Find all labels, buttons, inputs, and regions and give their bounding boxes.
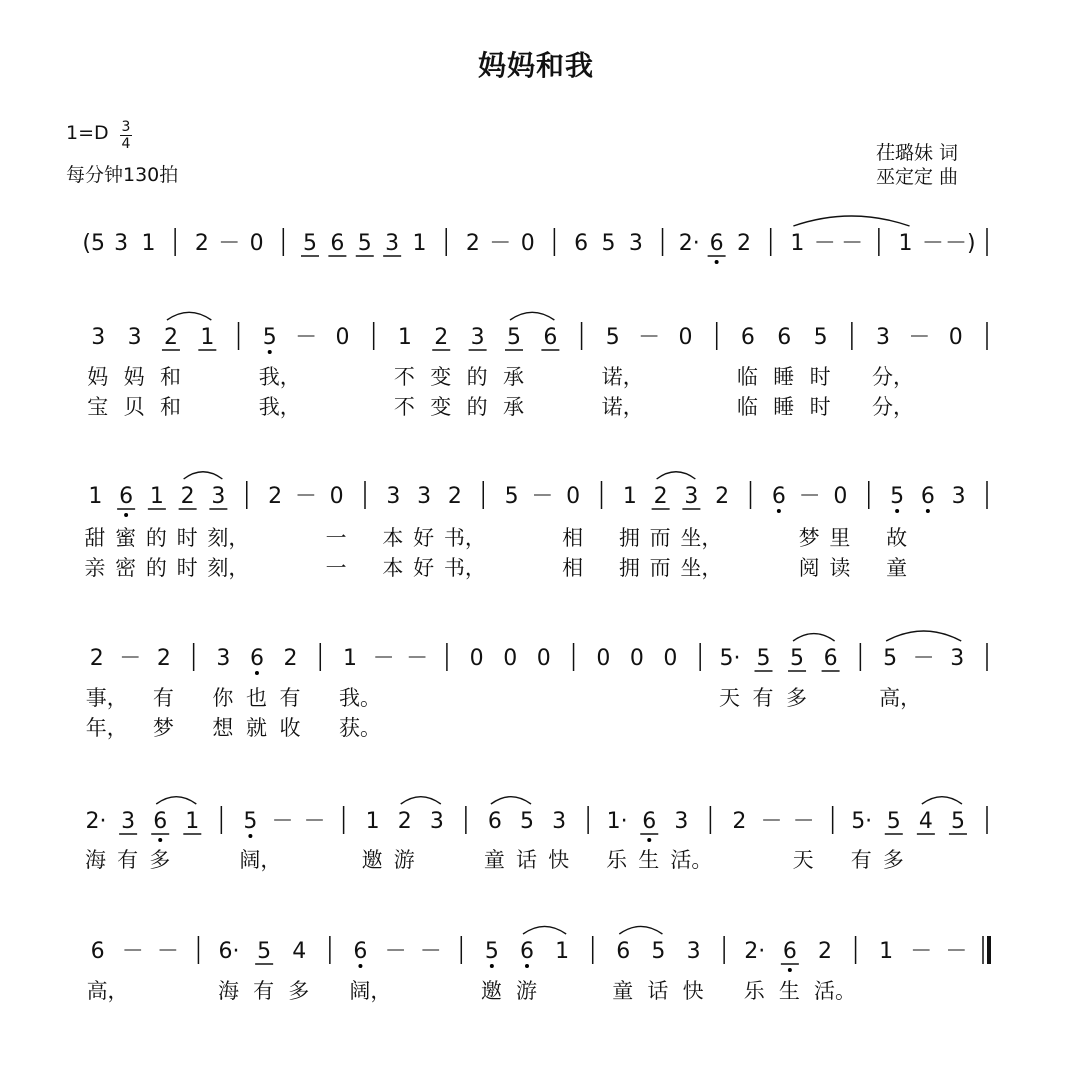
note: 3 bbox=[216, 646, 231, 671]
low-octave-dot bbox=[788, 968, 792, 972]
lyric-syllable: 时 bbox=[176, 556, 198, 580]
low-octave-dot bbox=[647, 838, 651, 842]
note: 5 bbox=[883, 646, 898, 671]
lyric-syllable: 的 bbox=[145, 556, 167, 580]
lyric-syllable: 有 bbox=[279, 686, 301, 710]
low-octave-dot bbox=[248, 834, 252, 838]
note: 5 bbox=[520, 809, 534, 834]
note: 3 bbox=[876, 325, 891, 350]
lyric-syllable: 妈 bbox=[87, 365, 109, 389]
note: 1 bbox=[412, 231, 427, 256]
low-octave-dot bbox=[358, 964, 362, 968]
note: 3 bbox=[674, 809, 689, 834]
note: 1 bbox=[88, 484, 103, 509]
note: 2 bbox=[447, 484, 462, 509]
note: 6 bbox=[574, 231, 589, 256]
lyric-syllable: 就 bbox=[245, 716, 267, 740]
note: － bbox=[303, 809, 326, 834]
note: 5 bbox=[950, 809, 965, 834]
time-signature-top: 3 bbox=[121, 119, 131, 135]
note: 5 bbox=[507, 325, 521, 350]
note: － bbox=[912, 646, 935, 671]
lyric-syllable: 坐， bbox=[680, 526, 723, 550]
low-octave-dot bbox=[158, 838, 162, 842]
note: 0 bbox=[249, 231, 264, 256]
low-octave-dot bbox=[490, 964, 494, 968]
note: 2 bbox=[715, 484, 730, 509]
note: 3 bbox=[91, 325, 106, 350]
note: 6 bbox=[823, 646, 838, 671]
slur-tie bbox=[510, 312, 554, 320]
lyric-syllable: 天 bbox=[718, 686, 740, 710]
lyric-syllable: 贝 bbox=[123, 395, 145, 419]
lyric-syllable: 变 bbox=[430, 395, 452, 419]
tempo-marking: 每分钟130拍 bbox=[66, 164, 179, 186]
note: 2 bbox=[434, 325, 449, 350]
note: 5 bbox=[605, 325, 620, 350]
lyric-syllable: 书， bbox=[443, 556, 486, 580]
lyric-syllable: 有 bbox=[117, 848, 139, 872]
lyric-syllable: 多 bbox=[149, 848, 171, 872]
note: 5· bbox=[719, 646, 741, 671]
note: － bbox=[531, 484, 554, 509]
slur-tie bbox=[156, 797, 196, 804]
note: 5 bbox=[651, 939, 666, 964]
low-octave-dot bbox=[124, 513, 128, 517]
note: － bbox=[813, 231, 836, 256]
lyric-syllable: 不 bbox=[393, 395, 415, 419]
lyric-syllable: 童 bbox=[612, 979, 634, 1003]
lyric-syllable: 多 bbox=[786, 686, 808, 710]
lyric-syllable: 我， bbox=[258, 395, 301, 419]
lyric-syllable: 不 bbox=[393, 365, 415, 389]
lyric-syllable: 阅 bbox=[798, 556, 820, 580]
note: － bbox=[119, 646, 142, 671]
lyric-syllable: 书， bbox=[443, 526, 486, 550]
note: 2· bbox=[678, 231, 700, 256]
note: 2· bbox=[85, 809, 107, 834]
lyric-syllable: 临 bbox=[736, 365, 758, 389]
note: － bbox=[218, 231, 241, 256]
song-title: 妈妈和我 bbox=[477, 49, 594, 82]
note: 1 bbox=[879, 939, 894, 964]
slur-tie bbox=[401, 797, 441, 804]
note: 6 bbox=[740, 325, 755, 350]
note: 5 bbox=[243, 809, 258, 834]
slur-tie bbox=[793, 634, 835, 641]
lyric-syllable: 我， bbox=[258, 365, 301, 389]
slur-tie bbox=[657, 472, 696, 479]
lyric-syllable: 时 bbox=[809, 365, 831, 389]
note: 5 bbox=[504, 484, 519, 509]
note: 0 bbox=[948, 325, 963, 350]
note: － bbox=[908, 325, 931, 350]
note: － bbox=[121, 939, 144, 964]
lyric-syllable: 多 bbox=[288, 979, 310, 1003]
note: － bbox=[384, 939, 407, 964]
lyric-syllable: 的 bbox=[466, 365, 488, 389]
note: 3 bbox=[417, 484, 432, 509]
note: 0 bbox=[329, 484, 344, 509]
note: － bbox=[841, 231, 864, 256]
lyric-syllable: 时 bbox=[176, 526, 198, 550]
note: － bbox=[295, 325, 318, 350]
lyric-syllable: 高， bbox=[879, 686, 922, 710]
lyric-syllable: 刻， bbox=[207, 556, 250, 580]
note: － bbox=[372, 646, 395, 671]
lyric-syllable: 拥 bbox=[618, 526, 640, 550]
lyric-syllable: 你 bbox=[212, 686, 234, 710]
lyric-syllable: 多 bbox=[882, 848, 904, 872]
note: 0 bbox=[678, 325, 693, 350]
note: 3 bbox=[386, 484, 401, 509]
lyric-syllable: 邀 bbox=[480, 979, 502, 1003]
note: 0 bbox=[536, 646, 551, 671]
note: 6 bbox=[119, 484, 134, 509]
lyric-syllable: 里 bbox=[829, 526, 851, 550]
lyric-syllable: 而 bbox=[649, 526, 671, 550]
slur-tie bbox=[523, 926, 566, 934]
note: 5· bbox=[851, 809, 873, 834]
note: 1 bbox=[343, 646, 358, 671]
note: －) bbox=[945, 231, 976, 256]
note: 0 bbox=[833, 484, 848, 509]
composer-credit: 巫定定 曲 bbox=[876, 166, 959, 188]
note: 0 bbox=[663, 646, 678, 671]
note: 6 bbox=[330, 231, 345, 256]
note: 3 bbox=[686, 939, 701, 964]
note: 2 bbox=[818, 939, 832, 964]
lyric-syllable: 有 bbox=[752, 686, 774, 710]
lyric-syllable: 宝 bbox=[87, 395, 109, 419]
note: 2 bbox=[163, 325, 178, 350]
note: 5 bbox=[886, 809, 901, 834]
note: 5 bbox=[262, 325, 277, 350]
note: 0 bbox=[469, 646, 484, 671]
lyric-syllable: 密 bbox=[115, 556, 137, 580]
lyric-syllable: 变 bbox=[430, 365, 452, 389]
note: 2 bbox=[465, 231, 480, 256]
note: (5 bbox=[82, 231, 105, 256]
lyric-syllable: 甜 bbox=[84, 526, 106, 550]
lyric-syllable: 的 bbox=[145, 526, 167, 550]
lyric-syllable: 快 bbox=[548, 848, 570, 872]
note: － bbox=[921, 231, 944, 256]
lyric-syllable: 分， bbox=[872, 365, 915, 389]
note: 3 bbox=[114, 231, 129, 256]
note: 1· bbox=[606, 809, 628, 834]
note: 6 bbox=[543, 325, 558, 350]
lyric-syllable: 童 bbox=[483, 848, 505, 872]
note: 3 bbox=[211, 484, 226, 509]
lyric-syllable: 和 bbox=[159, 365, 181, 389]
lyric-syllable: 乐 bbox=[743, 979, 765, 1003]
lyric-syllable: 蜜 bbox=[115, 526, 137, 550]
note: － bbox=[638, 325, 661, 350]
lyric-syllable: 读 bbox=[829, 556, 851, 580]
lyric-syllable: 本 bbox=[382, 556, 404, 580]
note: 5 bbox=[257, 939, 272, 964]
note: 3 bbox=[628, 231, 643, 256]
lyric-syllable: 活。 bbox=[670, 848, 713, 872]
slur-tie bbox=[184, 472, 223, 479]
lyric-syllable: 好 bbox=[413, 556, 435, 580]
note: 2 bbox=[194, 231, 209, 256]
low-octave-dot bbox=[895, 509, 899, 513]
note: 0 bbox=[596, 646, 611, 671]
lyric-syllable: 和 bbox=[159, 395, 181, 419]
lyric-syllable: 活。 bbox=[814, 979, 856, 1003]
note: 5 bbox=[890, 484, 905, 509]
lyric-syllable: 而 bbox=[649, 556, 671, 580]
note: － bbox=[419, 939, 442, 964]
note: 0 bbox=[629, 646, 644, 671]
note: － bbox=[406, 646, 429, 671]
note: － bbox=[945, 939, 968, 964]
slur-tie bbox=[886, 631, 961, 641]
lyric-syllable: 刻， bbox=[207, 526, 250, 550]
lyric-syllable: 游 bbox=[393, 848, 415, 872]
lyric-syllable: 高， bbox=[86, 979, 129, 1003]
note: 6 bbox=[153, 809, 168, 834]
note: 1 bbox=[555, 939, 570, 964]
lyric-syllable: 想 bbox=[212, 716, 234, 740]
slur-tie bbox=[167, 312, 211, 320]
note: 6 bbox=[353, 939, 368, 964]
note: － bbox=[760, 809, 783, 834]
note: 1 bbox=[141, 231, 156, 256]
low-octave-dot bbox=[268, 350, 272, 354]
lyric-syllable: 梦 bbox=[798, 526, 820, 550]
note: 3 bbox=[429, 809, 444, 834]
note: 3 bbox=[121, 809, 136, 834]
lyric-syllable: 睡 bbox=[773, 365, 795, 389]
lyric-syllable: 童 bbox=[886, 556, 908, 580]
note: 6· bbox=[218, 939, 240, 964]
note: 3 bbox=[684, 484, 699, 509]
note: 5 bbox=[756, 646, 771, 671]
note: 2 bbox=[180, 484, 195, 509]
lyric-syllable: 故 bbox=[886, 526, 908, 550]
note: 0 bbox=[566, 484, 581, 509]
note: 6 bbox=[520, 939, 534, 964]
note: － bbox=[271, 809, 294, 834]
lyric-syllable: 分， bbox=[872, 395, 915, 419]
note: 0 bbox=[335, 325, 350, 350]
lyric-syllable: 收 bbox=[279, 716, 301, 740]
lyric-syllable: 相 bbox=[562, 526, 584, 550]
lyric-syllable: 乐 bbox=[606, 848, 628, 872]
note: 2 bbox=[156, 646, 171, 671]
note: 1 bbox=[149, 484, 164, 509]
note: 3 bbox=[552, 809, 567, 834]
note: 6 bbox=[709, 231, 724, 256]
lyric-syllable: 阔， bbox=[349, 979, 392, 1003]
time-signature-bottom: 4 bbox=[121, 136, 131, 152]
note: － bbox=[294, 484, 317, 509]
lyric-syllable: 有 bbox=[850, 848, 872, 872]
lyric-syllable: 话 bbox=[647, 979, 669, 1003]
note: 2 bbox=[89, 646, 104, 671]
lyric-syllable: 相 bbox=[562, 556, 584, 580]
note: 5 bbox=[813, 325, 828, 350]
note: 2 bbox=[653, 484, 668, 509]
note: 3 bbox=[951, 484, 966, 509]
note: 2 bbox=[397, 809, 412, 834]
note: 5 bbox=[601, 231, 616, 256]
note: 0 bbox=[520, 231, 535, 256]
note: 6 bbox=[487, 809, 502, 834]
lyric-syllable: 获。 bbox=[339, 716, 382, 740]
lyric-syllable: 一 bbox=[325, 556, 347, 580]
note: 2 bbox=[737, 231, 751, 256]
note: 6 bbox=[249, 646, 264, 671]
note: 6 bbox=[771, 484, 786, 509]
lyric-syllable: 有 bbox=[152, 686, 174, 710]
lyric-syllable: 临 bbox=[736, 395, 758, 419]
lyric-syllable: 阔， bbox=[239, 848, 282, 872]
note: － bbox=[910, 939, 933, 964]
lyric-syllable: 梦 bbox=[152, 716, 174, 740]
lyric-syllable: 游 bbox=[516, 979, 537, 1003]
note: 1 bbox=[185, 809, 200, 834]
note: 1 bbox=[898, 231, 913, 256]
lyric-syllable: 睡 bbox=[773, 395, 795, 419]
note: 5 bbox=[357, 231, 372, 256]
lyric-syllable: 海 bbox=[85, 848, 107, 872]
note: 1 bbox=[365, 809, 380, 834]
note: － bbox=[156, 939, 179, 964]
note: 4 bbox=[292, 939, 307, 964]
low-octave-dot bbox=[777, 509, 781, 513]
note: － bbox=[489, 231, 512, 256]
note: 0 bbox=[503, 646, 518, 671]
note: 1 bbox=[622, 484, 637, 509]
lyric-syllable: 时 bbox=[809, 395, 831, 419]
note: 1 bbox=[397, 325, 412, 350]
slur-tie bbox=[619, 926, 662, 934]
note: 6 bbox=[782, 939, 797, 964]
lyric-syllable: 生 bbox=[638, 848, 660, 872]
lyric-syllable: 诺， bbox=[601, 365, 644, 389]
lyric-syllable: 邀 bbox=[361, 848, 383, 872]
note: 1 bbox=[200, 325, 215, 350]
slur-tie bbox=[793, 216, 909, 226]
lyric-syllable: 一 bbox=[325, 526, 347, 550]
note: 6 bbox=[777, 325, 792, 350]
note: 6 bbox=[920, 484, 935, 509]
note: 6 bbox=[642, 809, 657, 834]
low-octave-dot bbox=[525, 964, 529, 968]
slur-tie bbox=[922, 797, 962, 804]
lyric-syllable: 生 bbox=[778, 979, 800, 1003]
slur-tie bbox=[491, 797, 531, 804]
lyric-syllable: 我。 bbox=[339, 686, 382, 710]
lyric-syllable: 海 bbox=[218, 979, 239, 1003]
lyric-syllable: 坐， bbox=[680, 556, 723, 580]
lyric-syllable: 有 bbox=[253, 979, 275, 1003]
lyric-syllable: 事， bbox=[85, 686, 128, 710]
low-octave-dot bbox=[715, 260, 719, 264]
note: 2 bbox=[283, 646, 298, 671]
note: 3 bbox=[470, 325, 485, 350]
note: 2 bbox=[268, 484, 283, 509]
note: 4 bbox=[918, 809, 933, 834]
lyric-syllable: 本 bbox=[382, 526, 404, 550]
lyric-syllable: 天 bbox=[792, 848, 814, 872]
lyric-syllable: 拥 bbox=[618, 556, 640, 580]
lyric-syllable: 快 bbox=[682, 979, 704, 1003]
note: 5 bbox=[303, 231, 317, 256]
lyric-syllable: 亲 bbox=[84, 556, 106, 580]
lyric-syllable: 妈 bbox=[123, 365, 145, 389]
note: － bbox=[798, 484, 821, 509]
key-signature: 1=D bbox=[66, 122, 109, 144]
note: 5 bbox=[484, 939, 499, 964]
lyric-syllable: 年， bbox=[85, 716, 128, 740]
note: 3 bbox=[127, 325, 142, 350]
note: 5 bbox=[790, 646, 805, 671]
note: 6 bbox=[90, 939, 105, 964]
low-octave-dot bbox=[926, 509, 930, 513]
lyric-syllable: 好 bbox=[413, 526, 435, 550]
lyric-syllable: 承 bbox=[503, 395, 524, 419]
lyric-syllable: 的 bbox=[466, 395, 488, 419]
note: 3 bbox=[950, 646, 965, 671]
low-octave-dot bbox=[255, 671, 259, 675]
note: 6 bbox=[616, 939, 631, 964]
note: 2· bbox=[744, 939, 766, 964]
lyricist-credit: 茌璐妹 词 bbox=[876, 142, 959, 164]
note: 3 bbox=[385, 231, 400, 256]
note: 1 bbox=[790, 231, 805, 256]
note: － bbox=[792, 809, 815, 834]
lyric-syllable: 也 bbox=[245, 686, 267, 710]
note: 2 bbox=[732, 809, 747, 834]
lyric-syllable: 承 bbox=[503, 365, 524, 389]
lyric-syllable: 诺， bbox=[601, 395, 644, 419]
lyric-syllable: 话 bbox=[516, 848, 537, 872]
